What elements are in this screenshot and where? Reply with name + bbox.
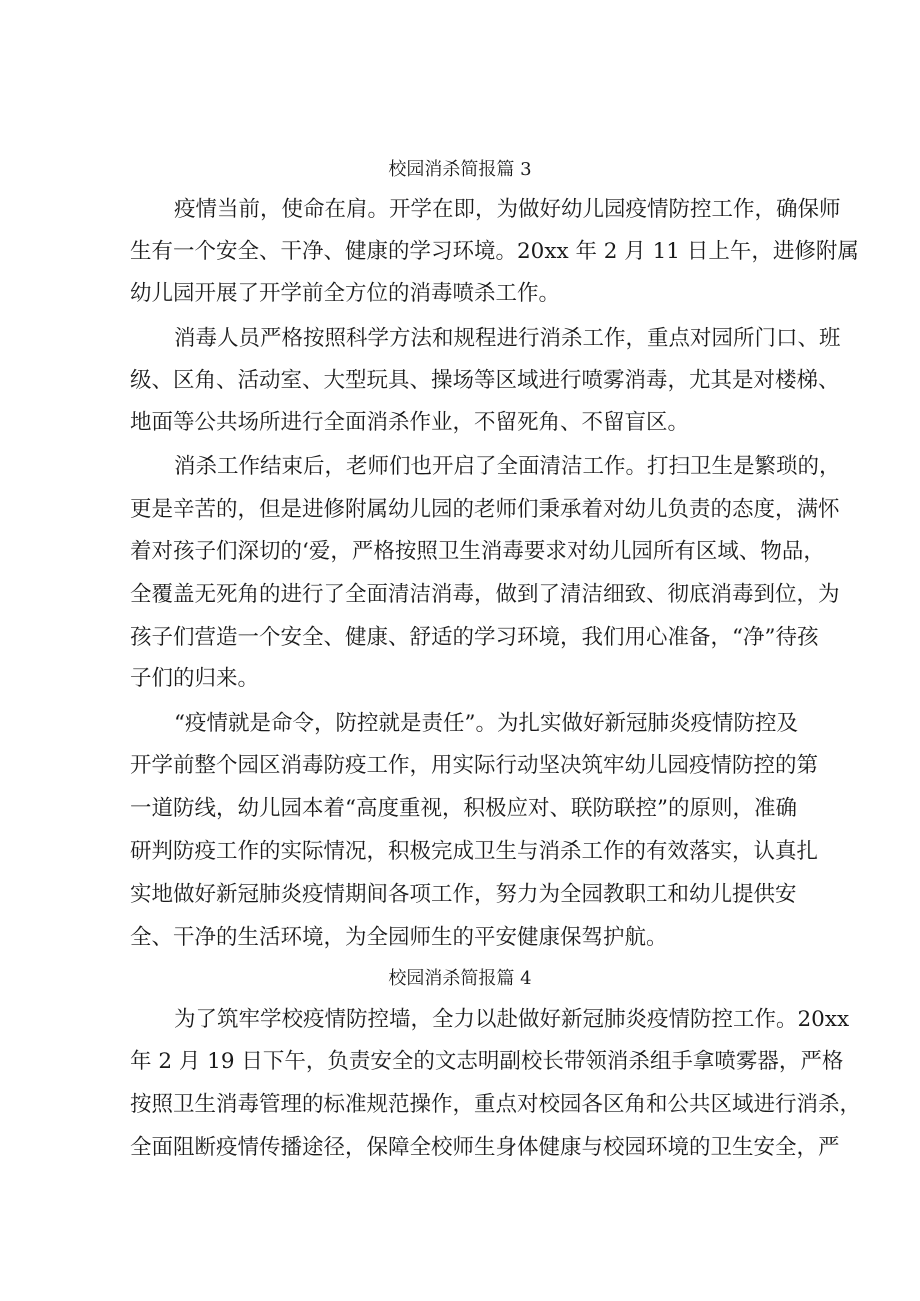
paragraph-line: 全、干净的生活环境，为全园师生的平安健康保驾护航。 <box>130 925 668 950</box>
paragraph-line: 地面等公共场所进行全面消杀作业，不留死角、不留盲区。 <box>130 410 690 435</box>
paragraph-line: 级、区角、活动室、大型玩具、操场等区域进行喷雾消毒，尤其是对楼梯、 <box>130 368 840 393</box>
paragraph-line: 开学前整个园区消毒防疫工作，用实际行动坚决筑牢幼儿园疫情防控的第 <box>130 753 819 778</box>
paragraph-line: 消毒人员严格按照科学方法和规程进行消杀工作，重点对园所门口、班 <box>174 326 841 351</box>
paragraph-line: 更是辛苦的，但是进修附属幼儿园的老师们秉承着对幼儿负责的态度，满怀 <box>130 497 840 522</box>
paragraph-line: 全面阻断疫情传播途径，保障全校师生身体健康与校园环境的卫生安全，严 <box>130 1135 840 1160</box>
paragraph-line: 研判防疫工作的实际情况，积极完成卫生与消杀工作的有效落实，认真扎 <box>130 839 819 864</box>
paragraph-line: 全覆盖无死角的进行了全面清洁消毒，做到了清洁细致、彻底消毒到位，为 <box>130 582 840 607</box>
paragraph-line: 子们的归来。 <box>130 666 260 691</box>
paragraph-line: 消杀工作结束后，老师们也开启了全面清洁工作。打扫卫生是繁琐的， <box>174 454 841 479</box>
paragraph-line: 着对孩子们深切的‘爱，严格按照卫生消毒要求对幼儿园所有区域、物品， <box>130 539 825 564</box>
paragraph-line: 一道防线，幼儿园本着“高度重视，积极应对、联防联控”的原则，准确 <box>130 796 797 821</box>
paragraph-line: 为了筑牢学校疫情防控墙，全力以赴做好新冠肺炎疫情防控工作。20xx <box>174 1007 850 1032</box>
paragraph-line: 年 2 月 19 日下午，负责安全的文志明副校长带领消杀组手拿喷雾器，严格 <box>130 1049 844 1074</box>
paragraph-line: “疫情就是命令，防控就是责任”。为扎实做好新冠肺炎疫情防控及 <box>174 711 798 736</box>
paragraph-line: 按照卫生消毒管理的标准规范操作，重点对校园各区角和公共区域进行消杀， <box>130 1092 862 1117</box>
section-3-title: 校园消杀简报篇 3 <box>388 159 532 180</box>
paragraph-line: 疫情当前，使命在肩。开学在即，为做好幼儿园疫情防控工作，确保师 <box>174 197 841 222</box>
paragraph-line: 孩子们营造一个安全、健康、舒适的学习环境，我们用心准备，“净”待孩 <box>130 625 819 650</box>
paragraph-line: 生有一个安全、干净、健康的学习环境。20xx 年 2 月 11 日上午，进修附属 <box>130 239 859 264</box>
paragraph-line: 幼儿园开展了开学前全方位的消毒喷杀工作。 <box>130 281 561 306</box>
section-4-title: 校园消杀简报篇 4 <box>388 968 532 989</box>
paragraph-line: 实地做好新冠肺炎疫情期间各项工作，努力为全园教职工和幼儿提供安 <box>130 882 797 907</box>
